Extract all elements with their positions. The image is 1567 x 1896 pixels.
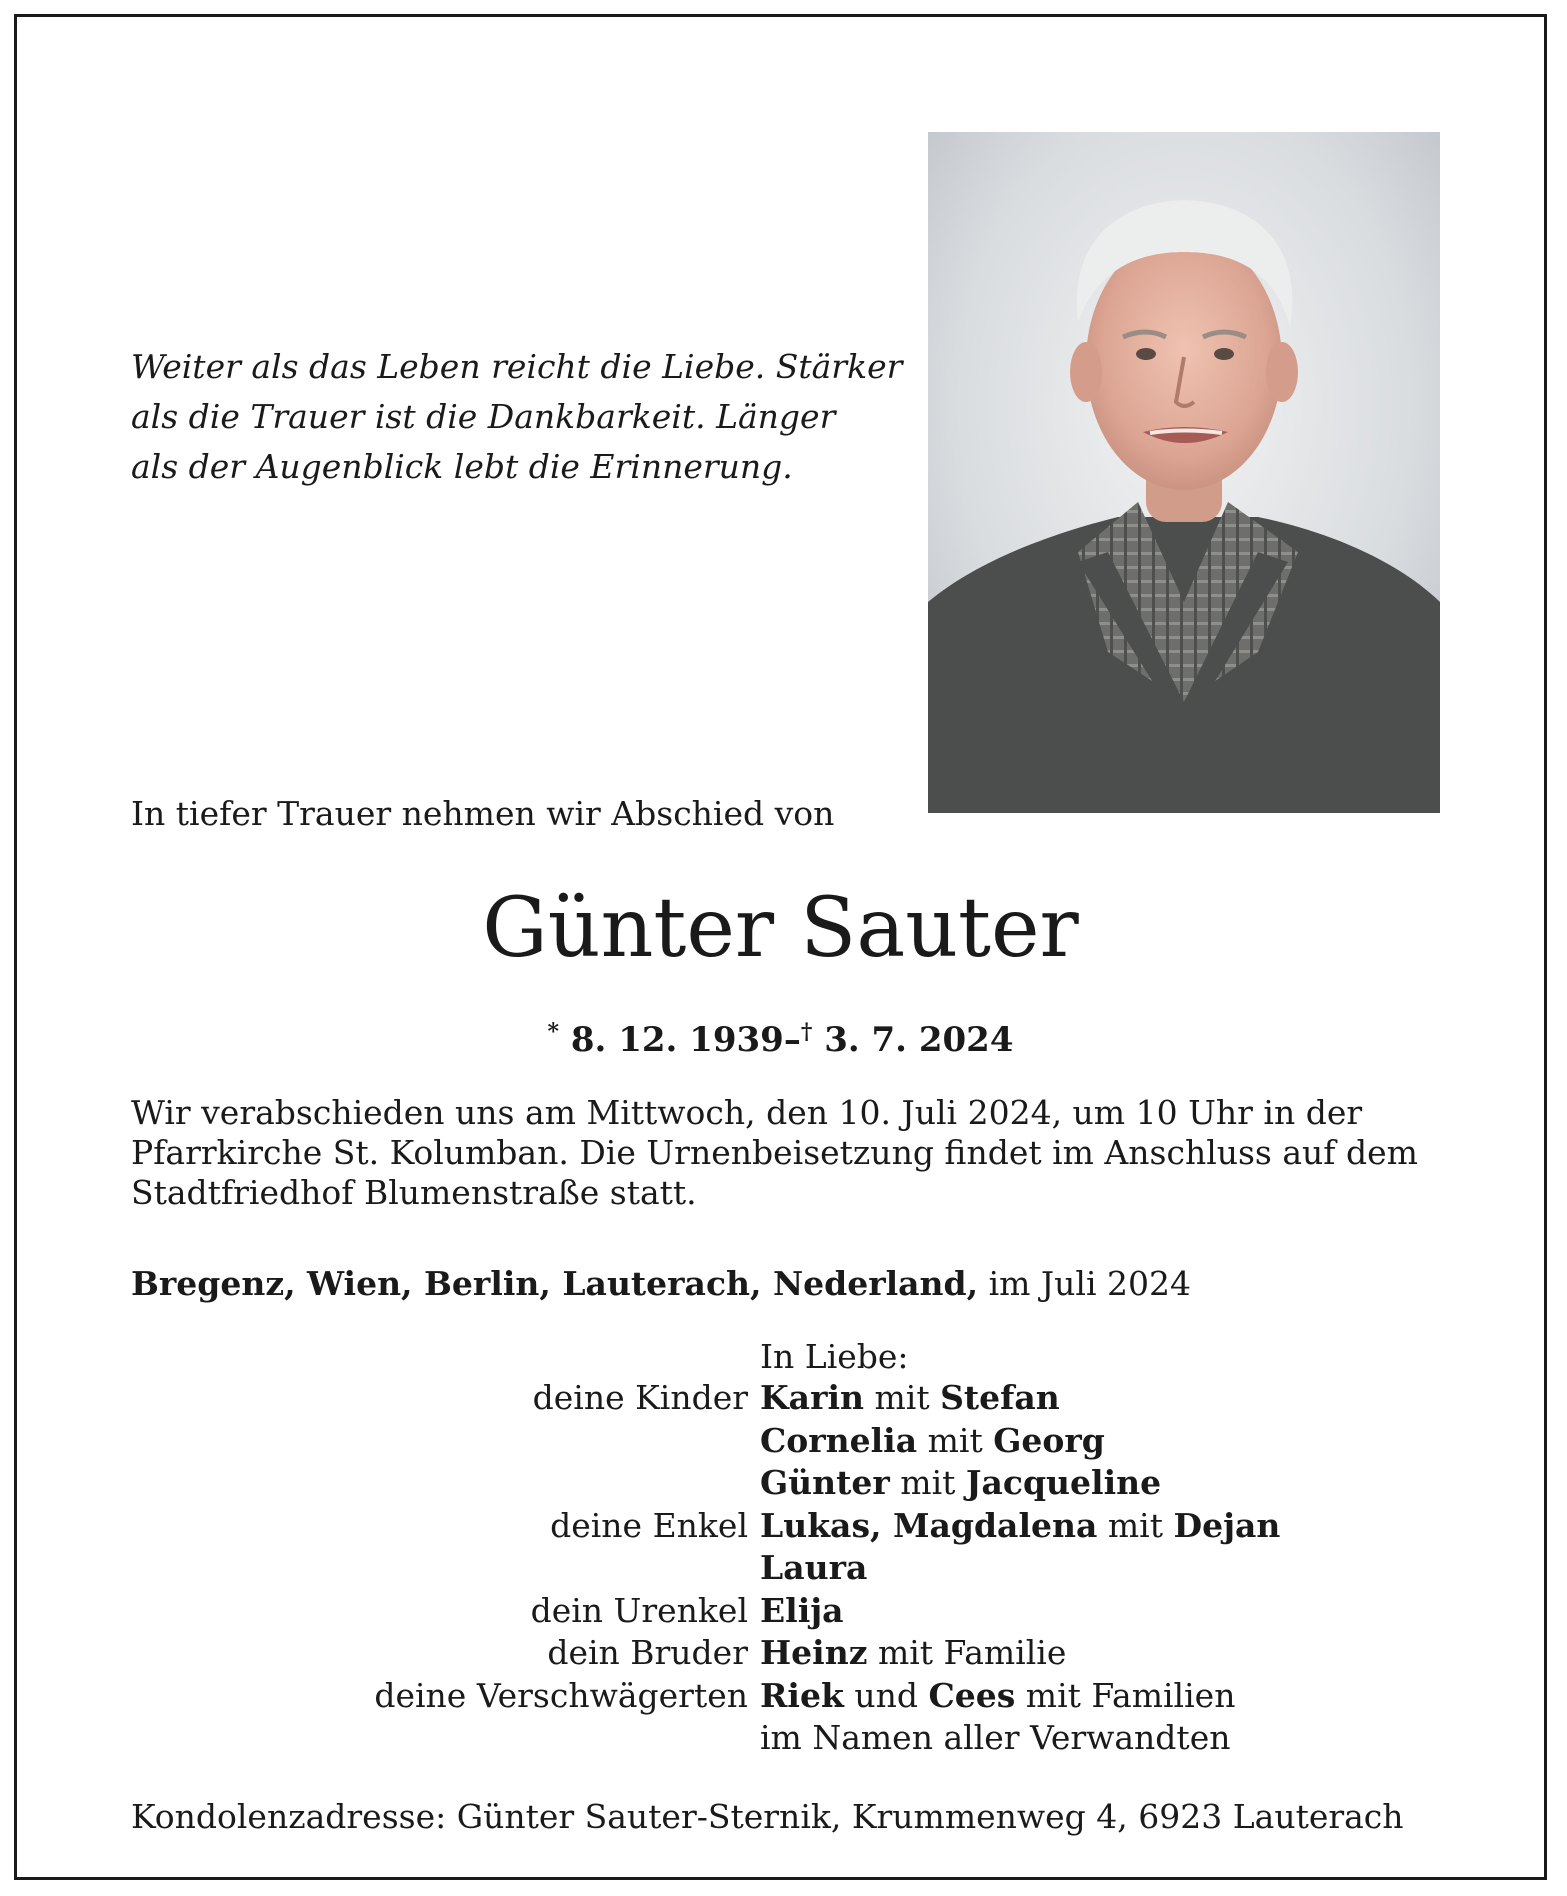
family-names bbox=[760, 1462, 1161, 1505]
family-connector: und bbox=[843, 1675, 929, 1715]
date-separator: – bbox=[783, 1020, 801, 1060]
places-list: Bregenz, Wien, Berlin, Lauterach, Nederland, bbox=[131, 1264, 979, 1303]
family-row bbox=[17, 1547, 1550, 1590]
family-connector: im Namen aller Verwandten bbox=[760, 1718, 1231, 1757]
family-connector: mit bbox=[863, 1378, 941, 1417]
death-date: 3. 7. 2024 bbox=[824, 1020, 1014, 1060]
ceremony-text bbox=[131, 1093, 1461, 1213]
ceremony-line: Pfarrkirche St. Kolumban. Die Urnenbeisetzung findet im Anschluss auf dem bbox=[131, 1133, 1418, 1172]
portrait-illustration bbox=[928, 132, 1440, 813]
places-line bbox=[131, 1259, 1191, 1309]
relation-label: dein Bruder bbox=[547, 1633, 748, 1672]
family-names bbox=[760, 1675, 1235, 1718]
birth-date: 8. 12. 1939 bbox=[570, 1020, 784, 1060]
family-connector: mit bbox=[889, 1463, 966, 1502]
relation-label: deine Enkel bbox=[550, 1505, 748, 1545]
family-name: Georg bbox=[993, 1420, 1105, 1460]
family-name: Lukas, Magdalena bbox=[760, 1505, 1098, 1545]
death-symbol: † bbox=[800, 1019, 813, 1045]
family-names bbox=[760, 1632, 1066, 1675]
family-row bbox=[17, 1632, 1550, 1675]
family-row bbox=[17, 1717, 1550, 1760]
portrait-photo bbox=[928, 132, 1440, 813]
memorial-quote bbox=[131, 342, 903, 492]
family-names bbox=[760, 1505, 1280, 1548]
quote-line: als die Trauer ist die Dankbarkeit. Länger bbox=[131, 397, 836, 436]
family-name: Riek bbox=[760, 1675, 844, 1715]
family-name: Günter bbox=[760, 1463, 890, 1502]
family-names bbox=[760, 1590, 844, 1633]
family-name: Karin bbox=[760, 1378, 864, 1417]
birth-symbol: * bbox=[547, 1019, 560, 1045]
family-row bbox=[17, 1420, 1550, 1463]
family-connector: mit bbox=[1097, 1505, 1174, 1545]
family-name: Jacqueline bbox=[965, 1463, 1162, 1502]
family-name: Dejan bbox=[1173, 1505, 1281, 1545]
places-date: im Juli 2024 bbox=[978, 1264, 1191, 1303]
family-name: Cornelia bbox=[760, 1420, 918, 1460]
family-name: Heinz bbox=[760, 1633, 868, 1672]
family-row bbox=[17, 1590, 1550, 1633]
family-names bbox=[760, 1377, 1060, 1420]
life-dates bbox=[17, 1007, 1544, 1065]
family-connector: mit Familie bbox=[867, 1633, 1067, 1672]
deceased-name: Günter Sauter bbox=[482, 881, 1079, 976]
family-row bbox=[17, 1377, 1550, 1420]
condolence-address: Kondolenzadresse: Günter Sauter-Sternik, Krummenweg 4, 6923 Lauterach bbox=[131, 1797, 1404, 1836]
relation-label: dein Urenkel bbox=[530, 1590, 748, 1630]
ceremony-line: Stadtfriedhof Blumenstraße statt. bbox=[131, 1173, 697, 1212]
family-name: Stefan bbox=[940, 1378, 1060, 1417]
relation-label: deine Kinder bbox=[532, 1378, 748, 1417]
family-connector: mit bbox=[917, 1420, 994, 1460]
family-row bbox=[17, 1675, 1550, 1718]
family-connector: mit Familien bbox=[1015, 1675, 1236, 1715]
family-name: Elija bbox=[760, 1590, 844, 1630]
family-names bbox=[760, 1717, 1230, 1760]
quote-line: Weiter als das Leben reicht die Liebe. Stärker bbox=[131, 347, 903, 386]
obituary-page bbox=[14, 14, 1547, 1880]
quote-line: als der Augenblick lebt die Erinnerung. bbox=[131, 447, 793, 486]
family-row bbox=[17, 1505, 1550, 1548]
ceremony-line: Wir verabschieden uns am Mittwoch, den 10. Juli 2024, um 10 Uhr in der bbox=[131, 1093, 1363, 1132]
relation-label: deine Verschwägerten bbox=[374, 1675, 748, 1715]
family-name: Laura bbox=[760, 1548, 868, 1587]
farewell-intro: In tiefer Trauer nehmen wir Abschied von bbox=[131, 794, 835, 833]
family-list bbox=[17, 1377, 1550, 1760]
family-names bbox=[760, 1420, 1105, 1463]
family-name: Cees bbox=[928, 1675, 1016, 1715]
family-row bbox=[17, 1462, 1550, 1505]
in-love-heading: In Liebe: bbox=[760, 1337, 909, 1376]
family-names bbox=[760, 1547, 867, 1590]
